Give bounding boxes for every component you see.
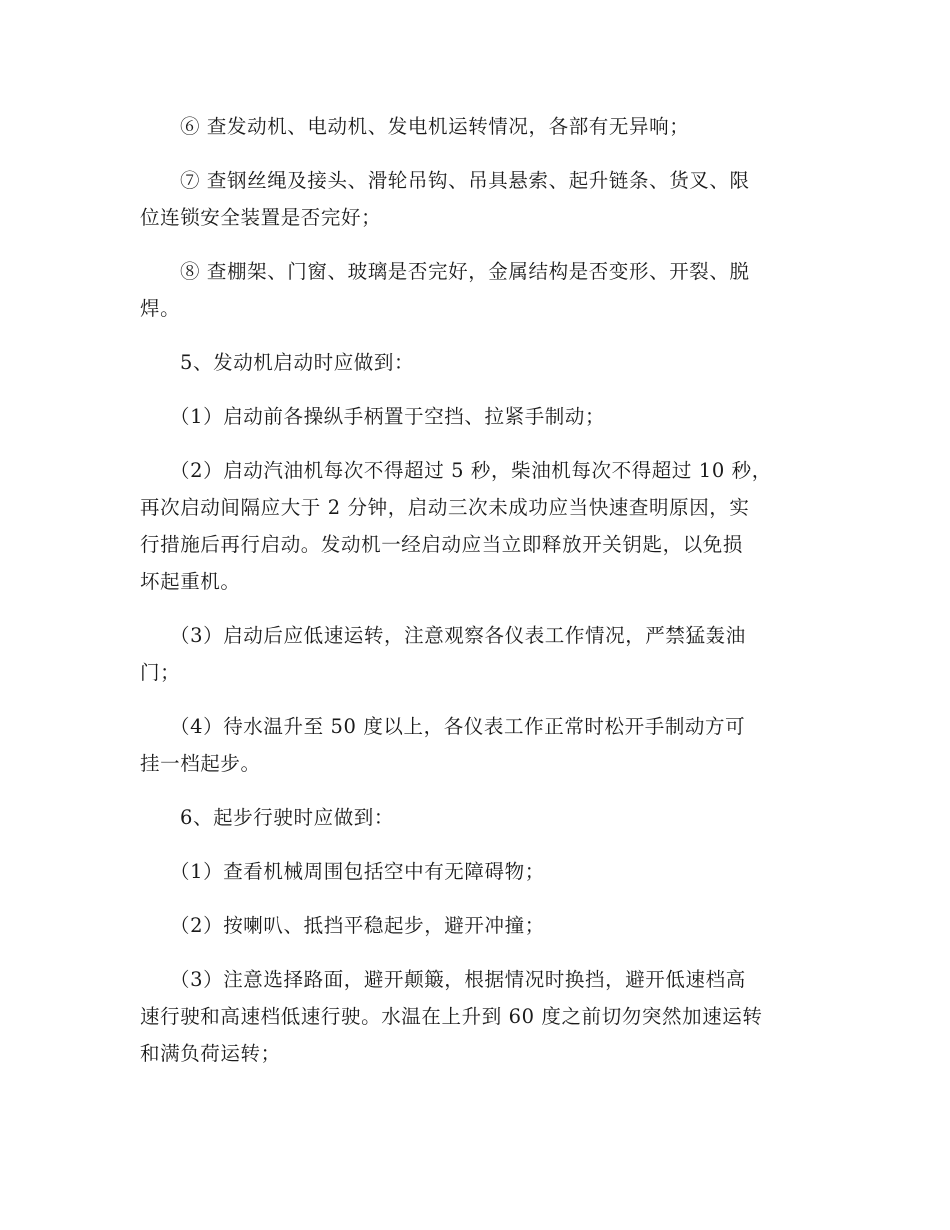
text-line: 5、发动机启动时应做到： <box>180 351 415 374</box>
paragraph-item-6 <box>140 108 808 145</box>
text-line: 位连锁安全装置是否完好； <box>140 206 382 229</box>
text-line: ⑥ 查发动机、电动机、发电机运转情况，各部有无异响； <box>180 115 690 138</box>
paragraph-item-8 <box>140 253 808 327</box>
paragraph-6-3 <box>140 961 808 1072</box>
text-line: 6、起步行驶时应做到： <box>180 806 395 829</box>
text-line: 再次启动间隔应大于 2 分钟，启动三次未成功应当快速查明原因，实 <box>140 496 750 519</box>
paragraph-5-1 <box>140 398 808 435</box>
text-line: 坏起重机。 <box>140 570 241 593</box>
paragraph-item-7 <box>140 162 808 236</box>
section-heading-5 <box>140 344 808 381</box>
text-line: （4）待水温升至 50 度以上，各仪表工作正常时松开手制动方可 <box>170 715 746 738</box>
text-line: 速行驶和高速档低速行驶。水温在上升到 60 度之前切勿突然加速运转 <box>140 1005 763 1028</box>
text-line: （3）注意选择路面，避开颠簸，根据情况时换挡，避开低速档高 <box>170 968 746 991</box>
text-line: 和满负荷运转； <box>140 1042 281 1065</box>
text-line: 焊。 <box>140 297 181 320</box>
text-line: ⑧ 查棚架、门窗、玻璃是否完好，金属结构是否变形、开裂、脱 <box>180 260 750 283</box>
paragraph-5-2 <box>140 452 808 600</box>
text-line: ⑦ 查钢丝绳及接头、滑轮吊钩、吊具悬索、起升链条、货叉、限 <box>180 169 750 192</box>
section-heading-6 <box>140 799 808 836</box>
text-line: 行措施后再行启动。发动机一经启动应当立即释放开关钥匙，以免损 <box>140 533 744 556</box>
text-line: （2）按喇叭、抵挡平稳起步，避开冲撞； <box>170 914 545 937</box>
text-line: （2）启动汽油机每次不得超过 5 秒，柴油机每次不得超过 10 秒， <box>170 459 772 482</box>
paragraph-6-1 <box>140 853 808 890</box>
text-line: （1）启动前各操纵手柄置于空挡、拉紧手制动； <box>170 405 606 428</box>
text-line: （1）查看机械周围包括空中有无障碍物； <box>170 860 545 883</box>
text-line: 挂一档起步。 <box>140 752 261 775</box>
paragraph-6-2 <box>140 907 808 944</box>
paragraph-5-4 <box>140 708 808 782</box>
text-line: 门； <box>140 661 181 684</box>
document-body <box>140 108 808 1089</box>
text-line: （3）启动后应低速运转，注意观察各仪表工作情况，严禁猛轰油 <box>170 624 746 647</box>
paragraph-5-3 <box>140 617 808 691</box>
